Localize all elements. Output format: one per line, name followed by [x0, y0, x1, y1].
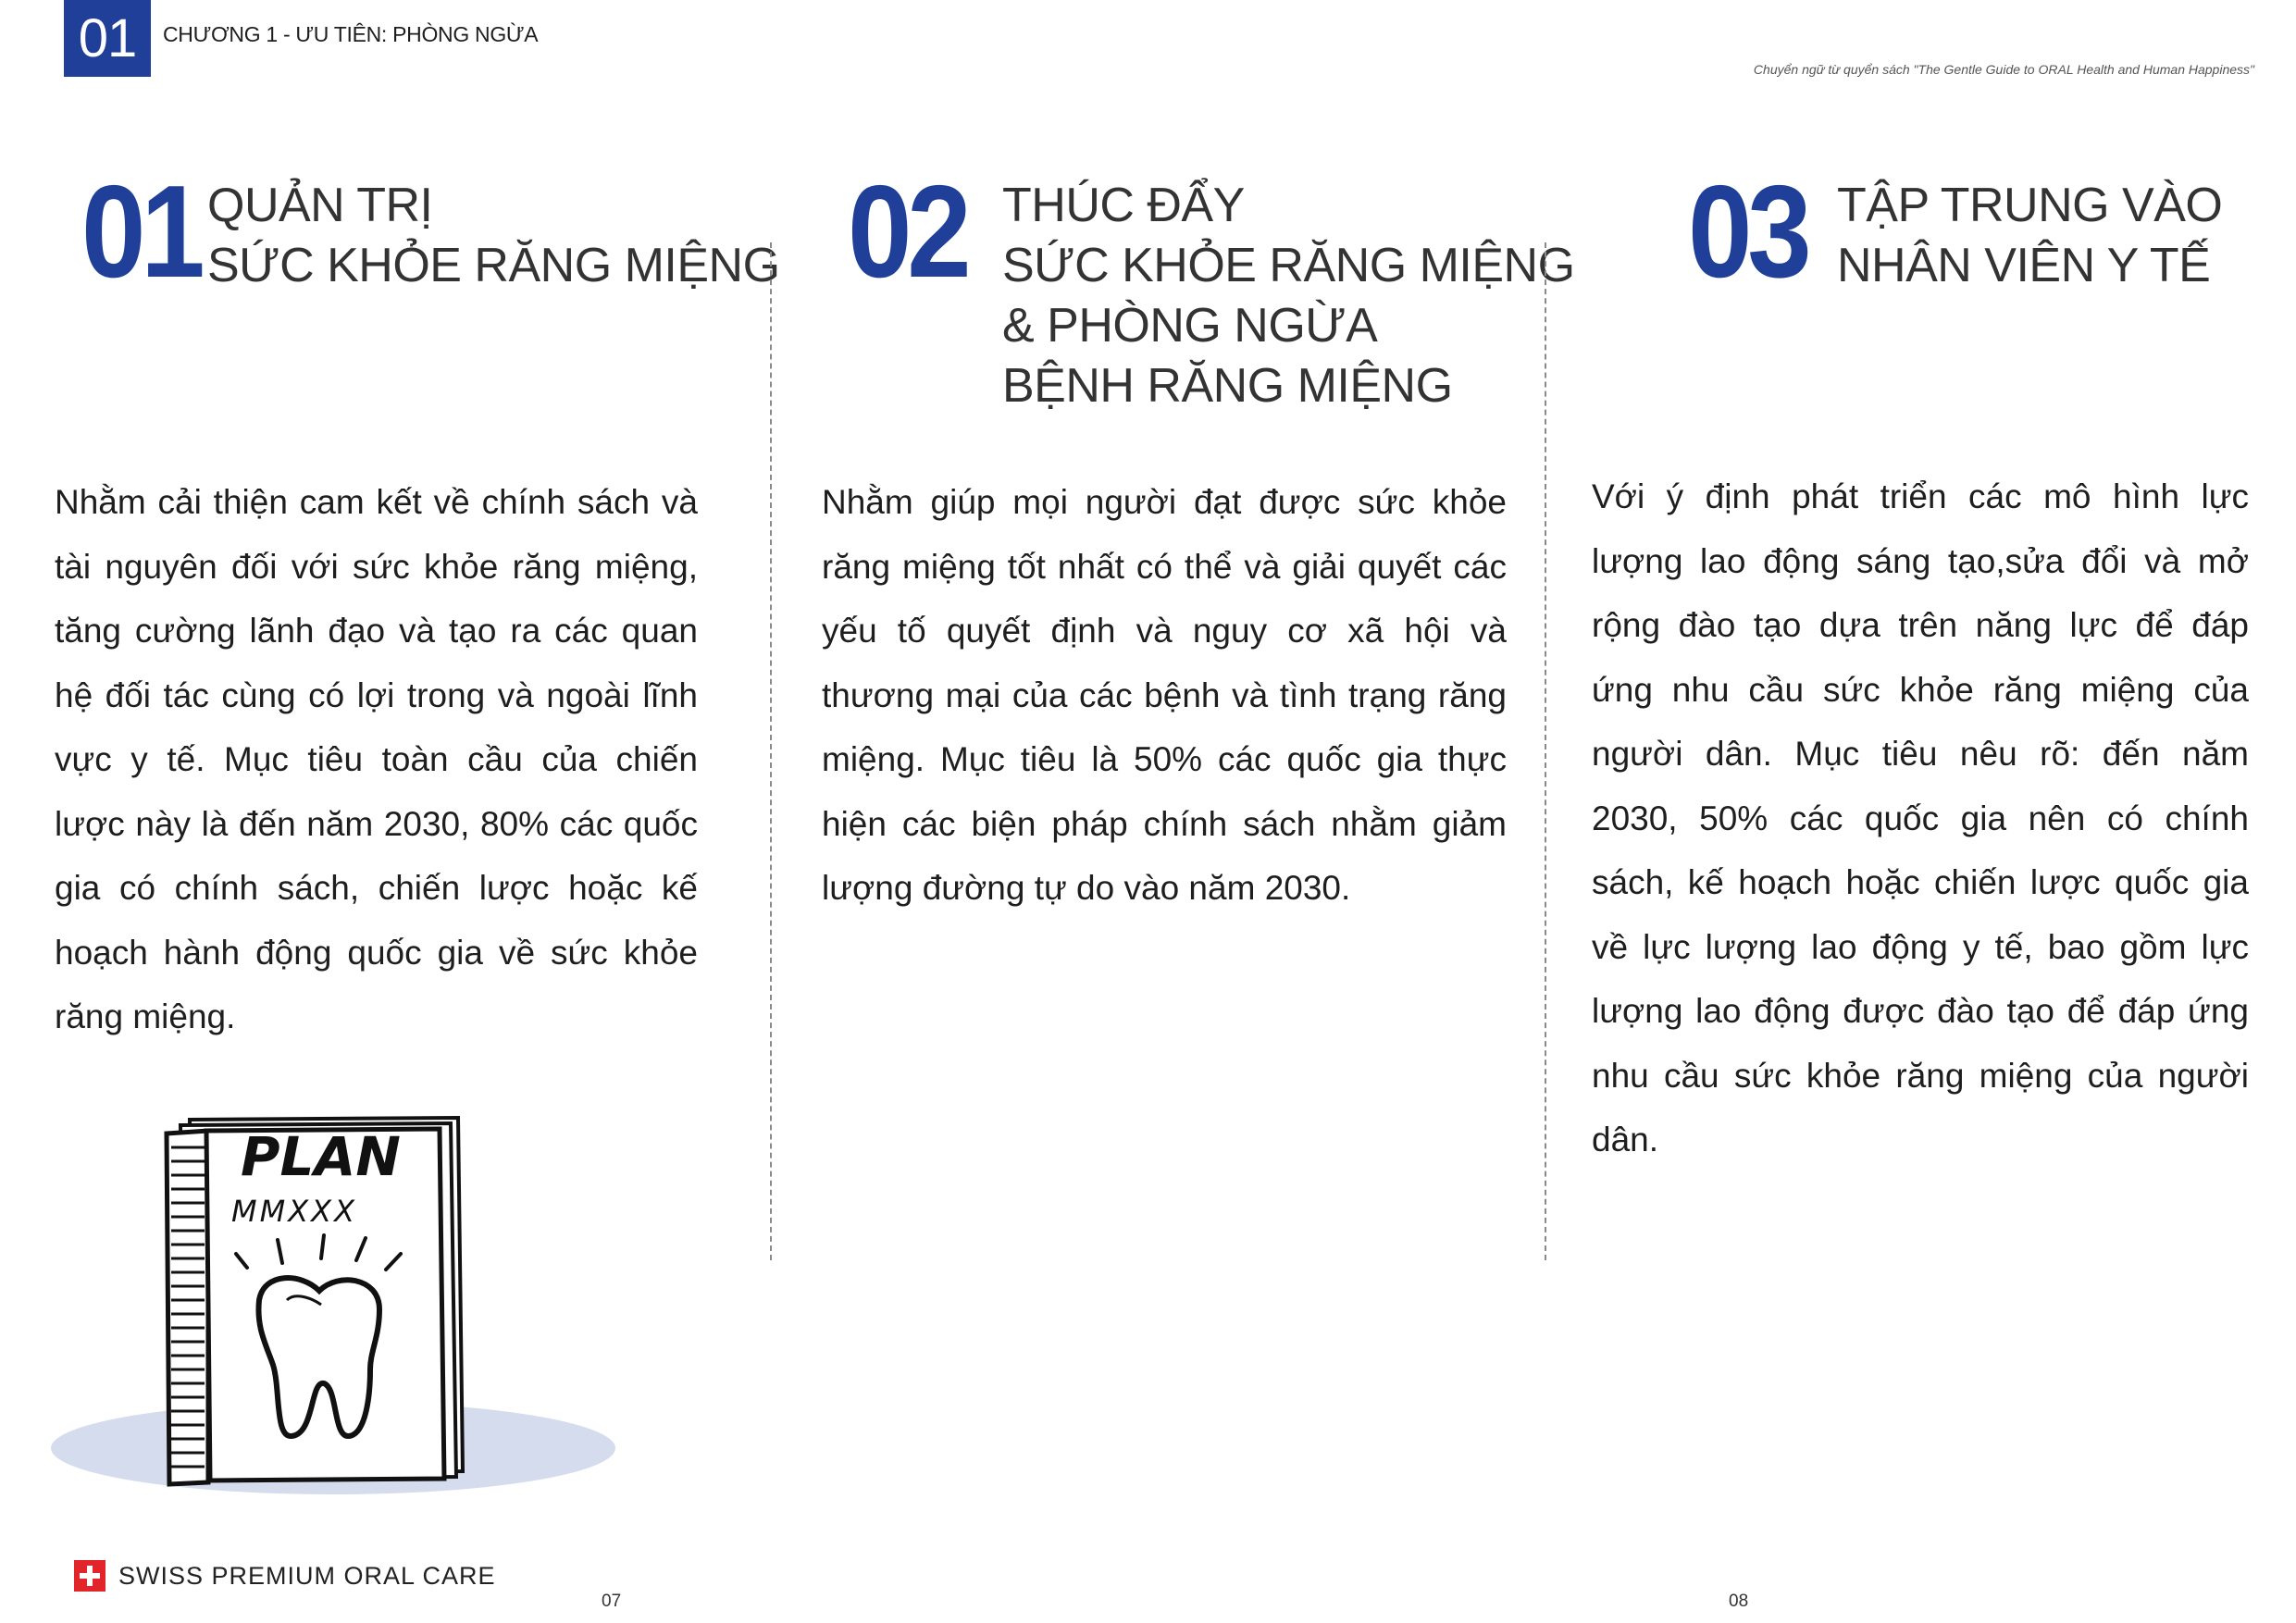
column-divider-2 — [1545, 242, 1546, 1260]
plan-title: PLAN — [241, 1125, 401, 1188]
chapter-number-badge: 01 — [64, 0, 151, 77]
section-2-heading-line-2: SỨC KHỎE RĂNG MIỆNG — [1002, 239, 1575, 292]
brand-name: SWISS PREMIUM ORAL CARE — [118, 1561, 496, 1590]
section-1-body: Nhằm cải thiện cam kết về chính sách và tài nguyên đối với sức khỏe răng miệng, tăng cường lãnh đạo và tạo ra các quan hệ đối tác cùng có lợi trong và ngoài lĩnh vực y tế. Mục tiêu toàn cầu của chiến lược này là đến năm 2030, 80% các quốc gia có chính sách, chiến lược hoặc kế hoạch hành động quốc gia về sức khỏe răng miệng. — [55, 483, 698, 1035]
brand-logo — [74, 1560, 496, 1592]
section-1-number: 01 — [81, 158, 201, 305]
page-number-left: 07 — [602, 1592, 622, 1611]
section-3-heading — [1837, 176, 2222, 296]
section-2-heading-line-3: & PHÒNG NGỪA — [1002, 299, 1378, 353]
source-note: Chuyển ngữ từ quyển sách "The Gentle Guide to ORAL Health and Human Happiness" — [1753, 62, 2254, 77]
plan-subtitle: MMXXX — [231, 1194, 357, 1229]
page-number-right: 08 — [1729, 1592, 1749, 1611]
section-3-number: 03 — [1688, 158, 1807, 305]
plan-book-illustration — [51, 1092, 634, 1518]
section-1-heading-line-2: SỨC KHỎE RĂNG MIỆNG — [207, 239, 780, 292]
section-3-body: Với ý định phát triển các mô hình lực lượng lao động sáng tạo,sửa đổi và mở rộng đào tạo dựa trên năng lực để đáp ứng nhu cầu sức khỏe răng miệng của người dân. Mục tiêu nêu rõ: đến năm 2030, 50% các quốc gia nên có chính sách, kế hoạch hoặc chiến lược quốc gia về lực lượng lao động y tế, bao gồm lực lượng lao động được đào tạo để đáp ứng nhu cầu sức khỏe răng miệng của người dân. — [1592, 477, 2249, 1158]
section-3-heading-line-2: NHÂN VIÊN Y TẾ — [1837, 239, 2211, 292]
section-2-heading-line-1: THÚC ĐẨY — [1002, 179, 1245, 232]
section-2-body: Nhằm giúp mọi người đạt được sức khỏe răng miệng tốt nhất có thể và giải quyết các yếu tố quyết định và nguy cơ xã hội và thương mại của các bệnh và tình trạng răng miệng. Mục tiêu là 50% các quốc gia thực hiện các biện pháp chính sách nhằm giảm lượng đường tự do vào năm 2030. — [822, 483, 1507, 907]
swiss-flag-icon — [74, 1560, 105, 1592]
section-2-heading — [1002, 176, 1575, 416]
section-2-heading-line-4: BỆNH RĂNG MIỆNG — [1002, 359, 1453, 413]
column-divider-1 — [770, 242, 772, 1260]
section-3-heading-line-1: TẬP TRUNG VÀO — [1837, 179, 2223, 232]
section-1-heading-line-1: QUẢN TRỊ — [207, 179, 433, 232]
section-1-heading — [207, 176, 780, 296]
section-2-number: 02 — [848, 158, 967, 305]
chapter-title: CHƯƠNG 1 - ƯU TIÊN: PHÒNG NGỪA — [163, 22, 539, 46]
